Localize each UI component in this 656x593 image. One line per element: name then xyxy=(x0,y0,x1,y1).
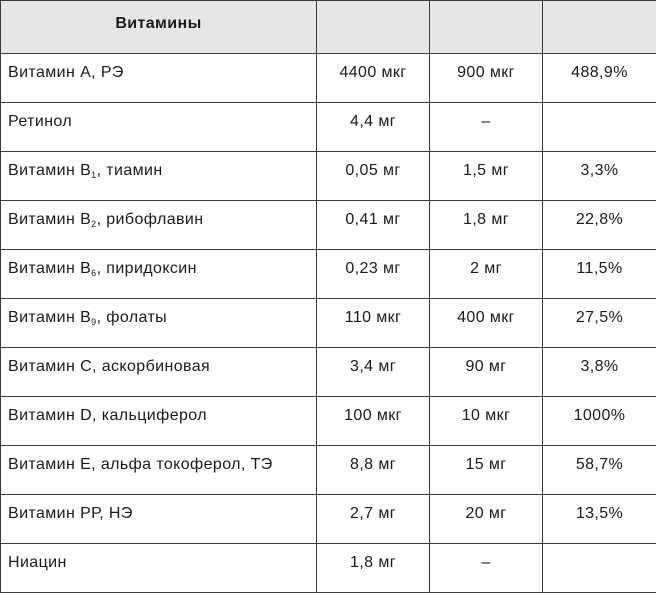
vitamin-name-cell xyxy=(1,103,317,152)
table-header xyxy=(1,1,656,54)
percent-cell: 22,8% xyxy=(543,201,656,250)
amount-cell: 0,23 мг xyxy=(317,250,430,299)
amount-cell: 0,05 мг xyxy=(317,152,430,201)
percent-cell: 1000% xyxy=(543,397,656,446)
amount-cell: 8,8 мг xyxy=(317,446,430,495)
percent-cell xyxy=(543,544,656,593)
table-row xyxy=(1,495,656,544)
header-vitamins: Витамины xyxy=(1,1,317,54)
vitamin-name-cell xyxy=(1,152,317,201)
table-row xyxy=(1,446,656,495)
table-row xyxy=(1,397,656,446)
amount-cell: 100 мкг xyxy=(317,397,430,446)
header-amount xyxy=(317,1,430,54)
vitamin-name-suffix: , фолаты xyxy=(97,309,168,326)
vitamin-name-cell xyxy=(1,446,317,495)
table-row xyxy=(1,544,656,593)
percent-cell: 3,3% xyxy=(543,152,656,201)
percent-cell: 3,8% xyxy=(543,348,656,397)
norm-cell: 1,5 мг xyxy=(430,152,543,201)
vitamin-subscript: 9 xyxy=(91,317,96,327)
table-body xyxy=(1,54,656,593)
header-row xyxy=(1,1,656,54)
vitamin-name: Витамин D, кальциферол xyxy=(8,407,207,424)
vitamin-name-cell xyxy=(1,201,317,250)
percent-cell: 488,9% xyxy=(543,54,656,103)
vitamin-name: Витамин C, аскорбиновая xyxy=(8,358,210,375)
norm-cell: 400 мкг xyxy=(430,299,543,348)
norm-cell: 10 мкг xyxy=(430,397,543,446)
table-row xyxy=(1,103,656,152)
norm-cell: – xyxy=(430,103,543,152)
table-row xyxy=(1,348,656,397)
amount-cell: 1,8 мг xyxy=(317,544,430,593)
vitamin-name: Витамин В xyxy=(8,211,91,228)
percent-cell: 11,5% xyxy=(543,250,656,299)
vitamin-name: Ниацин xyxy=(8,554,67,571)
norm-cell: 900 мкг xyxy=(430,54,543,103)
vitamin-name: Ретинол xyxy=(8,113,72,130)
table-row xyxy=(1,152,656,201)
table-row xyxy=(1,250,656,299)
percent-cell: 58,7% xyxy=(543,446,656,495)
vitamin-name: Витамин E, альфа токоферол, ТЭ xyxy=(8,456,273,473)
percent-cell xyxy=(543,103,656,152)
header-percent xyxy=(543,1,656,54)
amount-cell: 4,4 мг xyxy=(317,103,430,152)
table-row xyxy=(1,54,656,103)
norm-cell: – xyxy=(430,544,543,593)
vitamin-name: Витамин В xyxy=(8,162,91,179)
vitamin-subscript: 2 xyxy=(91,219,96,229)
vitamin-name-cell xyxy=(1,54,317,103)
vitamin-subscript: 6 xyxy=(91,268,96,278)
vitamin-name-cell xyxy=(1,299,317,348)
table-row xyxy=(1,201,656,250)
vitamin-name: Витамин В xyxy=(8,260,91,277)
percent-cell: 27,5% xyxy=(543,299,656,348)
vitamin-name-suffix: , пиридоксин xyxy=(97,260,197,277)
vitamin-name-suffix: , тиамин xyxy=(97,162,163,179)
vitamin-name-suffix: , рибофлавин xyxy=(97,211,204,228)
amount-cell: 0,41 мг xyxy=(317,201,430,250)
table-row xyxy=(1,299,656,348)
vitamin-name: Витамин А, РЭ xyxy=(8,64,124,81)
amount-cell: 2,7 мг xyxy=(317,495,430,544)
vitamin-name: Витамин В xyxy=(8,309,91,326)
header-norm xyxy=(430,1,543,54)
percent-cell: 13,5% xyxy=(543,495,656,544)
amount-cell: 110 мкг xyxy=(317,299,430,348)
norm-cell: 1,8 мг xyxy=(430,201,543,250)
norm-cell: 15 мг xyxy=(430,446,543,495)
vitamin-name-cell xyxy=(1,397,317,446)
vitamin-name-cell xyxy=(1,495,317,544)
norm-cell: 20 мг xyxy=(430,495,543,544)
vitamin-name-cell xyxy=(1,250,317,299)
vitamin-name: Витамин РР, НЭ xyxy=(8,505,133,522)
amount-cell: 3,4 мг xyxy=(317,348,430,397)
norm-cell: 90 мг xyxy=(430,348,543,397)
amount-cell: 4400 мкг xyxy=(317,54,430,103)
norm-cell: 2 мг xyxy=(430,250,543,299)
vitamin-subscript: 1 xyxy=(91,170,96,180)
vitamin-name-cell xyxy=(1,348,317,397)
vitamin-name-cell xyxy=(1,544,317,593)
